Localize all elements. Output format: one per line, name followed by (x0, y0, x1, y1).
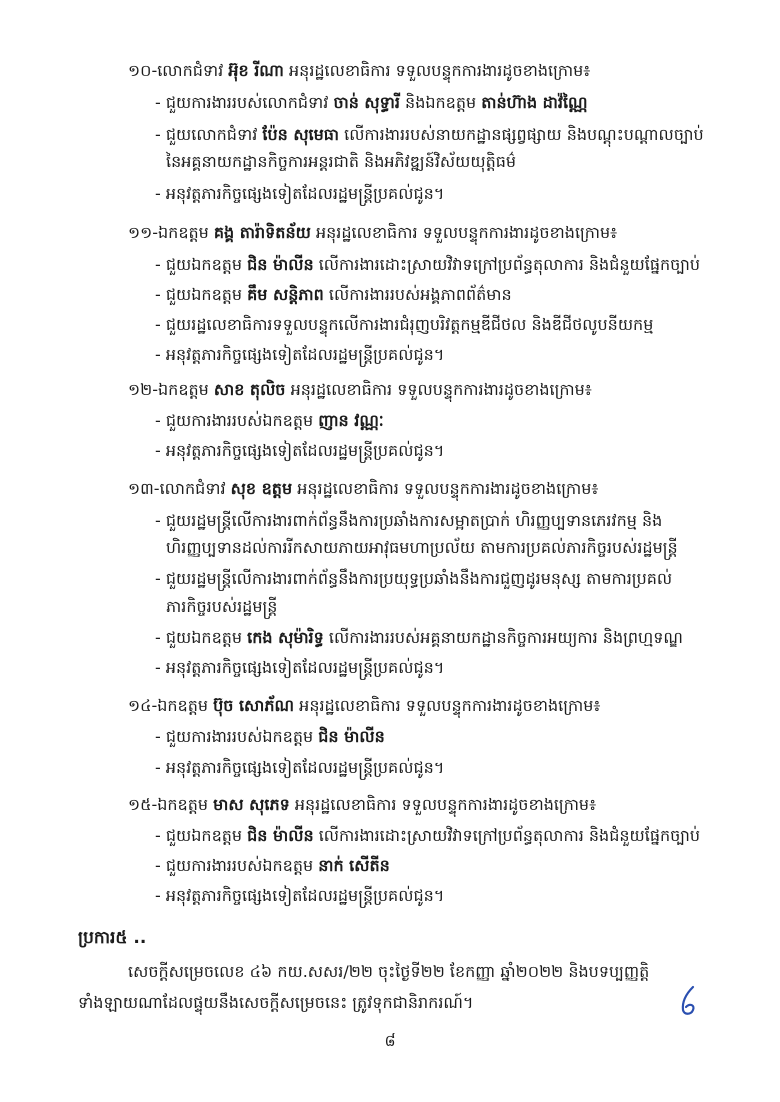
official-name: សាខ តុលិច (213, 380, 286, 399)
duty-item-continuation: ហិរញ្ញប្បទានដល់ការរីកសាយភាយអាវុធមហាប្រល័យ តាមការប្រគល់ភារកិច្ចរបស់រដ្ឋមន្ត្រី (166, 538, 678, 557)
article-heading: ប្រការ៥ .. (78, 928, 147, 948)
duty-item: - ជួយរដ្ឋមន្ត្រីលើការងារពាក់ព័ន្ធនឹងការប្រឆាំងការសម្អាតប្រាក់ ហិរញ្ញប្បទានភេរវកម្ម និង (155, 511, 663, 530)
duty-item: - ជួយការងាររបស់ឯកឧត្តម នាក់ សើតីន (155, 856, 390, 875)
duty-item: - អនុវត្តភារកិច្ចផ្សេងទៀតដែលរដ្ឋមន្ត្រីប្រគល់ជូន។ (155, 184, 445, 203)
duty-item: - ជួយរដ្ឋមន្ត្រីលើការងារពាក់ព័ន្ធនឹងការប្រយុទ្ធប្រឆាំងនឹងការជួញដូរមនុស្ស តាមការប្រគល់ (155, 569, 673, 588)
page-number: ៨ (384, 1031, 396, 1050)
official-name: ប៊ុច សោភ័ណ (213, 696, 295, 715)
section-heading: ១៣-លោកជំទាវ សុខ ឧត្ដម អនុរដ្ឋលេខាធិការ ទទួលបន្ទុកការងារដូចខាងក្រោម៖ (128, 479, 599, 498)
official-name: សុខ ឧត្ដម (230, 479, 293, 498)
duty-item: - ជួយឯកឧត្តម ជិន ម៉ាលីន លើការងារដោះស្រាយវិវាទក្រៅប្រព័ន្ធតុលាការ និងជំនួយផ្នែកច្បាប់ (155, 255, 701, 274)
duty-item-continuation: នៃអគ្គនាយកដ្ឋានកិច្ចការអន្តរជាតិ និងអភិវឌ្ឍន៍វិស័យយុត្តិធម៌ (166, 152, 517, 171)
duty-item: - អនុវត្តភារកិច្ចផ្សេងទៀតដែលរដ្ឋមន្ត្រីប្រគល់ជូន។ (155, 441, 445, 460)
duty-item: - ជួយរដ្ឋលេខាធិការទទួលបន្ទុកលើការងារជំរុញបរិវត្តកម្មឌីជីថល និងឌីជីថលូបនីយកម្ម (155, 315, 654, 334)
official-name: អ៊ុខ រីណា (228, 61, 284, 80)
duty-item: - ជួយឯកឧត្តម ជិន ម៉ាលីន លើការងារដោះស្រាយវិវាទក្រៅប្រព័ន្ធតុលាការ និងជំនួយផ្នែកច្បាប់ (155, 826, 701, 845)
duty-item: - អនុវត្តភារកិច្ចផ្សេងទៀតដែលរដ្ឋមន្ត្រីប្រគល់ជូន។ (155, 886, 445, 905)
duty-item: - ជួយលោកជំទាវ ប៉ែន សុមេធា លើការងាររបស់នាយកដ្ឋានផ្សព្វផ្សាយ និងបណ្ដុះបណ្ដាលច្បាប់ (155, 125, 704, 144)
duty-item: - ជួយការងាររបស់ឯកឧត្តម ញាន វណ្ណៈ (155, 411, 384, 430)
duty-item-continuation: ភារកិច្ចរបស់រដ្ឋមន្ត្រី (166, 597, 278, 616)
section-heading: ១៤-ឯកឧត្តម ប៊ុច សោភ័ណ អនុរដ្ឋលេខាធិការ ទទួលបន្ទុកការងារដូចខាងក្រោម៖ (128, 696, 601, 715)
section-heading: ១១-ឯកឧត្តម គង្គ តារ៉ាទិតន័យ អនុរដ្ឋលេខាធិការ ទទួលបន្ទុកការងារដូចខាងក្រោម៖ (128, 223, 618, 242)
duty-item: - អនុវត្តភារកិច្ចផ្សេងទៀតដែលរដ្ឋមន្ត្រីប្រគល់ជូន។ (155, 345, 445, 364)
duty-item: - ជួយឯកឧត្តម គឹម សន្តិភាព លើការងាររបស់អង្គភាពព័ត៌មាន (155, 285, 512, 304)
duty-item: - អនុវត្តភារកិច្ចផ្សេងទៀតដែលរដ្ឋមន្ត្រីប្រគល់ជូន។ (155, 758, 445, 777)
article-paragraph-line: ទាំងឡាយណាដែលផ្ទុយនឹងសេចក្ដីសម្រេចនេះ ត្រូវទុកជានិរាករណ៍។ (78, 993, 474, 1012)
section-heading: ១០-លោកជំទាវ អ៊ុខ រីណា អនុរដ្ឋលេខាធិការ ទទួលបន្ទុកការងារដូចខាងក្រោម៖ (128, 61, 591, 80)
duty-item: - ជួយការងាររបស់ឯកឧត្តម ជិន ម៉ាលីន (155, 727, 385, 746)
handwritten-initial-mark (678, 984, 700, 1018)
duty-item: - អនុវត្តភារកិច្ចផ្សេងទៀតដែលរដ្ឋមន្ត្រីប្រគល់ជូន។ (155, 658, 445, 677)
official-name: គង្គ តារ៉ាទិតន័យ (213, 223, 311, 242)
official-name: មាស សុភេទ (213, 795, 290, 814)
section-heading: ១២-ឯកឧត្តម សាខ តុលិច អនុរដ្ឋលេខាធិការ ទទួលបន្ទុកការងារដូចខាងក្រោម៖ (128, 380, 592, 399)
duty-item: - ជួយការងាររបស់លោកជំទាវ ចាន់ សុទ្ធារី និងឯកឧត្តម តាន់ហ៊ាង ដាវ៉ណ្ណៃ (155, 93, 588, 112)
duty-item: - ជួយឯកឧត្តម កេង សុម៉ារិទ្ធ លើការងាររបស់អគ្គនាយកដ្ឋានកិច្ចការអយ្យការ និងព្រហ្មទណ្ឌ (155, 628, 683, 647)
section-heading: ១៥-ឯកឧត្តម មាស សុភេទ អនុរដ្ឋលេខាធិការ ទទួលបន្ទុកការងារដូចខាងក្រោម៖ (128, 795, 597, 814)
article-paragraph-line: សេចក្ដីសម្រេចលេខ ៤៦ កយ.សសរ/២២ ចុះថ្ងៃទី២២ ខែកញ្ញា ឆ្នាំ២០២២ និងបទប្បញ្ញត្តិ (128, 962, 650, 981)
